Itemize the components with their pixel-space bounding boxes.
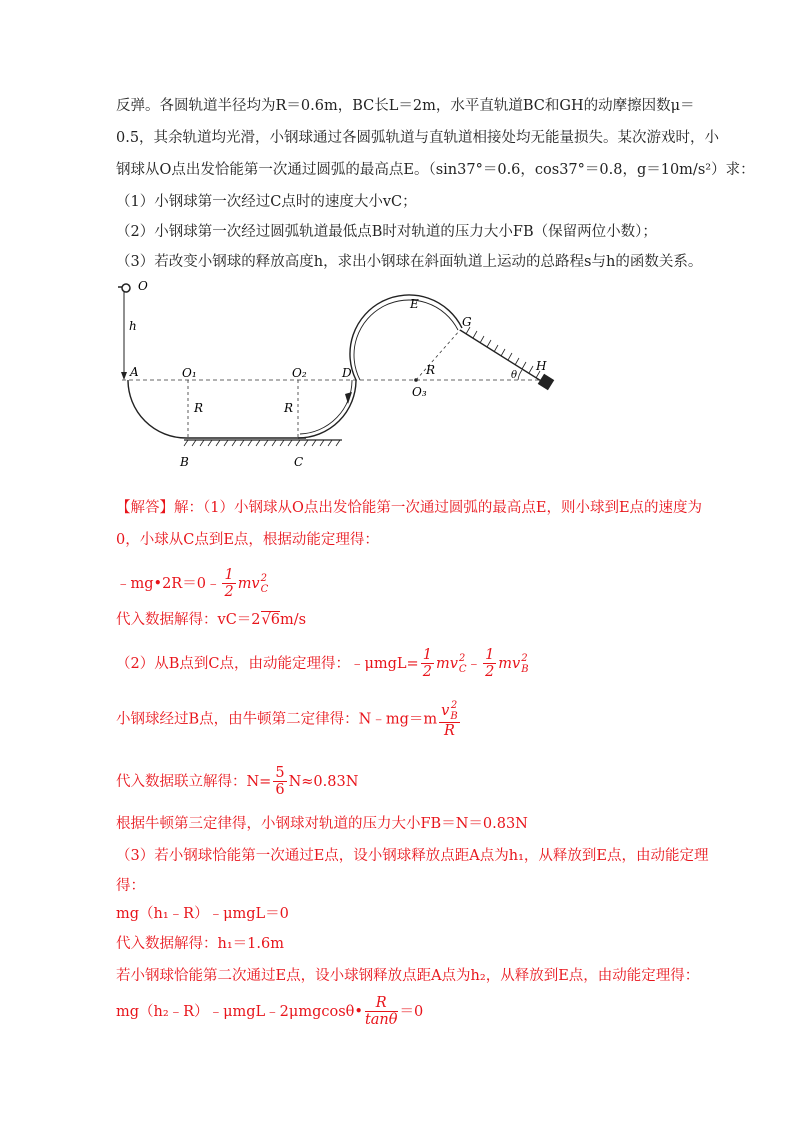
- direction-arrow: [345, 392, 352, 404]
- problem-line-1: 反弹。各圆轨道半径均为R＝0.6m，BC长L＝2m，水平直轨道BC和GH的动摩擦因数μ＝: [116, 98, 695, 114]
- block-H: [538, 374, 555, 391]
- equation-newton2: 小钢球经过B点，由牛顿第二定律得：N﹣mg＝m v 2 B R: [116, 700, 458, 739]
- ball-O: [122, 284, 130, 292]
- solution-intro-text: 解：（1）小钢球从O点出发恰能第一次通过圆弧的最高点E，则小球到E点的速度为: [174, 500, 703, 516]
- part3-line-c: 若小钢球恰能第二次通过E点，设小球钢释放点距A点为h₂，从释放到E点，由动能定理得：: [116, 968, 700, 984]
- question-3: （3）若改变小钢球的释放高度h，求出小钢球在斜面轨道上运动的总路程s与h的函数关系。: [116, 254, 703, 270]
- problem-line-3: 钢球从O点出发恰能第一次通过圆弧的最高点E。（sin37°＝0.6，cos37°＝0.8，g＝10m/s²）求：: [116, 162, 755, 178]
- equation-1: ﹣mg•2R＝0﹣ $\frac{1}{2}$ mv 2 C: [116, 567, 269, 600]
- track-diagram: [116, 274, 566, 474]
- solution-tag: 【解答】: [116, 500, 174, 516]
- h1-result: 代入数据解得：h₁＝1.6m: [116, 936, 284, 952]
- label-O: O: [138, 279, 148, 293]
- incline-hatch: [466, 327, 540, 378]
- ground-hatch: [184, 440, 340, 446]
- label-O1: O₁: [182, 366, 197, 380]
- solution-intro-2: 0，小球从C点到E点，根据动能定理得：: [116, 532, 379, 548]
- label-R3: R: [426, 363, 436, 377]
- problem-line-2: 0.5，其余轨道均光滑，小钢球通过各圆弧轨道与直轨道相接处均无能量损失。某次游戏时，小: [116, 130, 720, 146]
- equation-h2: mg（h₂﹣R）﹣μmgL﹣2μmgcosθ• $\frac{R}{\tan\theta}$ ＝0: [116, 995, 424, 1028]
- label-A: A: [130, 365, 139, 379]
- track-AB: [128, 380, 306, 438]
- vc-result: 代入数据解得：vC＝2√6m/s: [116, 612, 307, 628]
- question-2: （2）小钢球第一次经过圆弧轨道最低点B时对轨道的压力大小FB（保留两位小数）；: [116, 224, 657, 240]
- label-C: C: [294, 455, 304, 469]
- label-D: D: [342, 366, 352, 380]
- track-DEG: [350, 295, 462, 380]
- part3-line-b: 得：: [116, 878, 145, 894]
- label-E: E: [410, 297, 419, 311]
- equation-h1: mg（h₁﹣R）﹣μmgL＝0: [116, 906, 289, 922]
- question-1: （1）小钢球第一次经过C点时的速度大小vC；: [116, 194, 417, 210]
- label-H: H: [536, 359, 547, 373]
- label-G: G: [462, 315, 472, 329]
- part3-line-a: （3）若小钢球恰能第一次通过E点，设小钢球释放点距A点为h₁，从释放到E点，由动能定理: [116, 848, 709, 864]
- label-O3: O₃: [412, 385, 427, 399]
- label-O2: O₂: [292, 366, 307, 380]
- solution-intro-1: [116, 498, 720, 518]
- label-theta: θ: [511, 370, 518, 381]
- eq1-lhs: ﹣mg•2R＝0﹣: [116, 576, 221, 592]
- label-h: h: [129, 319, 137, 333]
- label-R2: R: [284, 401, 294, 415]
- label-R1: R: [194, 401, 204, 415]
- equation-2: （2）从B点到C点，由动能定理得：﹣μmgL= $\frac{1}{2}$ mv 2 C ﹣ $\frac{1}{2}$ mv 2 B: [116, 647, 529, 680]
- track-CD: [298, 380, 356, 438]
- incline-GH: [460, 330, 546, 384]
- n-result: 代入数据联立解得：N= $\frac{5}{6}$ N≈0.83N: [116, 765, 359, 798]
- label-B: B: [180, 455, 189, 469]
- newton3-line: 根据牛顿第三定律得，小钢球对轨道的压力大小FB＝N＝0.83N: [116, 816, 528, 832]
